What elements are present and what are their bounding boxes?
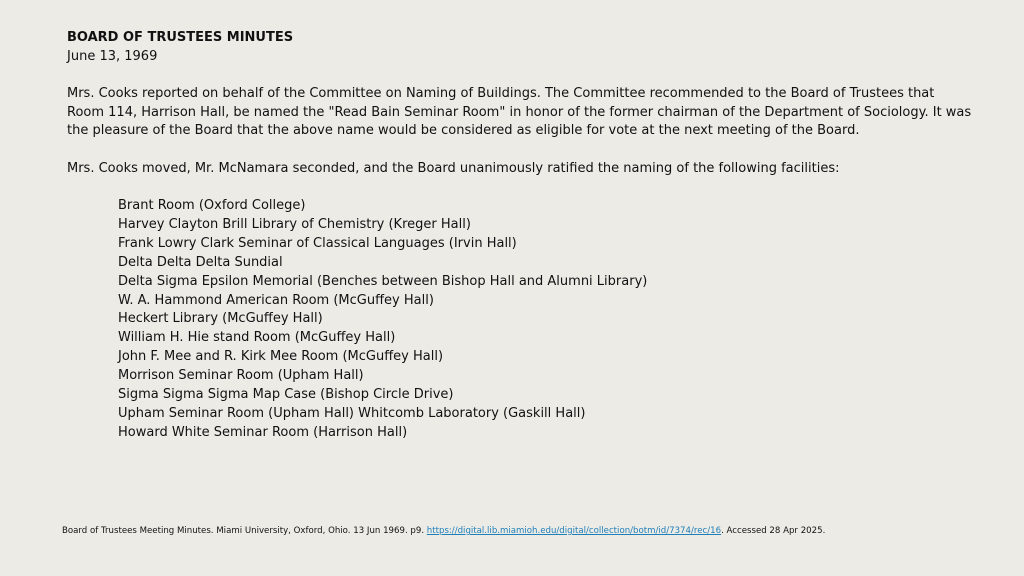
list-item: Heckert Library (McGuffey Hall) (118, 311, 323, 327)
list-item: W. A. Hammond American Room (McGuffey Hall) (118, 292, 434, 308)
list-item: Delta Sigma Epsilon Memorial (Benches between Bishop Hall and Alumni Library) (118, 273, 648, 289)
citation-suffix: . Accessed 28 Apr 2025. (721, 526, 826, 536)
list-item: John F. Mee and R. Kirk Mee Room (McGuffey Hall) (118, 349, 444, 365)
list-item: William H. Hie stand Room (McGuffey Hall) (118, 330, 396, 346)
list-item: Harvey Clayton Brill Library of Chemistry (Kreger Hall) (118, 216, 471, 232)
list-item: Delta Delta Delta Sundial (118, 254, 283, 270)
citation (62, 525, 825, 537)
list-item: Howard White Seminar Room (Harrison Hall) (118, 424, 408, 440)
ratification-paragraph: Mrs. Cooks moved, Mr. McNamara seconded, and the Board unanimously ratified the naming of the following facilities: (67, 161, 840, 176)
citation-link[interactable]: https://digital.lib.miamioh.edu/digital/collection/botm/id/7374/rec/16 (426, 526, 722, 536)
committee-report-paragraph: Mrs. Cooks reported on behalf of the Committee on Naming of Buildings. The Committee recommended to the Board of Trustees that Room 114, Harrison Hall, be named the "Read Bain Seminar Room" in honor of the former chairman of the Department of Sociology. It was the pleasure of the Board that the above name would be considered as eligible for vote at the next meeting of the Board. (67, 86, 972, 138)
list-item: Brant Room (Oxford College) (118, 198, 306, 213)
list-item: Sigma Sigma Sigma Map Case (Bishop Circle Drive) (118, 387, 454, 403)
facilities-list (118, 197, 647, 443)
list-item: Frank Lowry Clark Seminar of Classical Languages (Irvin Hall) (118, 235, 517, 251)
list-item: Morrison Seminar Room (Upham Hall) (118, 368, 364, 384)
document-title: BOARD OF TRUSTEES MINUTES (67, 30, 294, 45)
list-item: Upham Seminar Room (Upham Hall) Whitcomb Laboratory (Gaskill Hall) (118, 405, 586, 421)
citation-prefix: Board of Trustees Meeting Minutes. Miami University, Oxford, Ohio. 13 Jun 1969. p9. (62, 526, 427, 536)
document-date: June 13, 1969 (67, 49, 158, 64)
